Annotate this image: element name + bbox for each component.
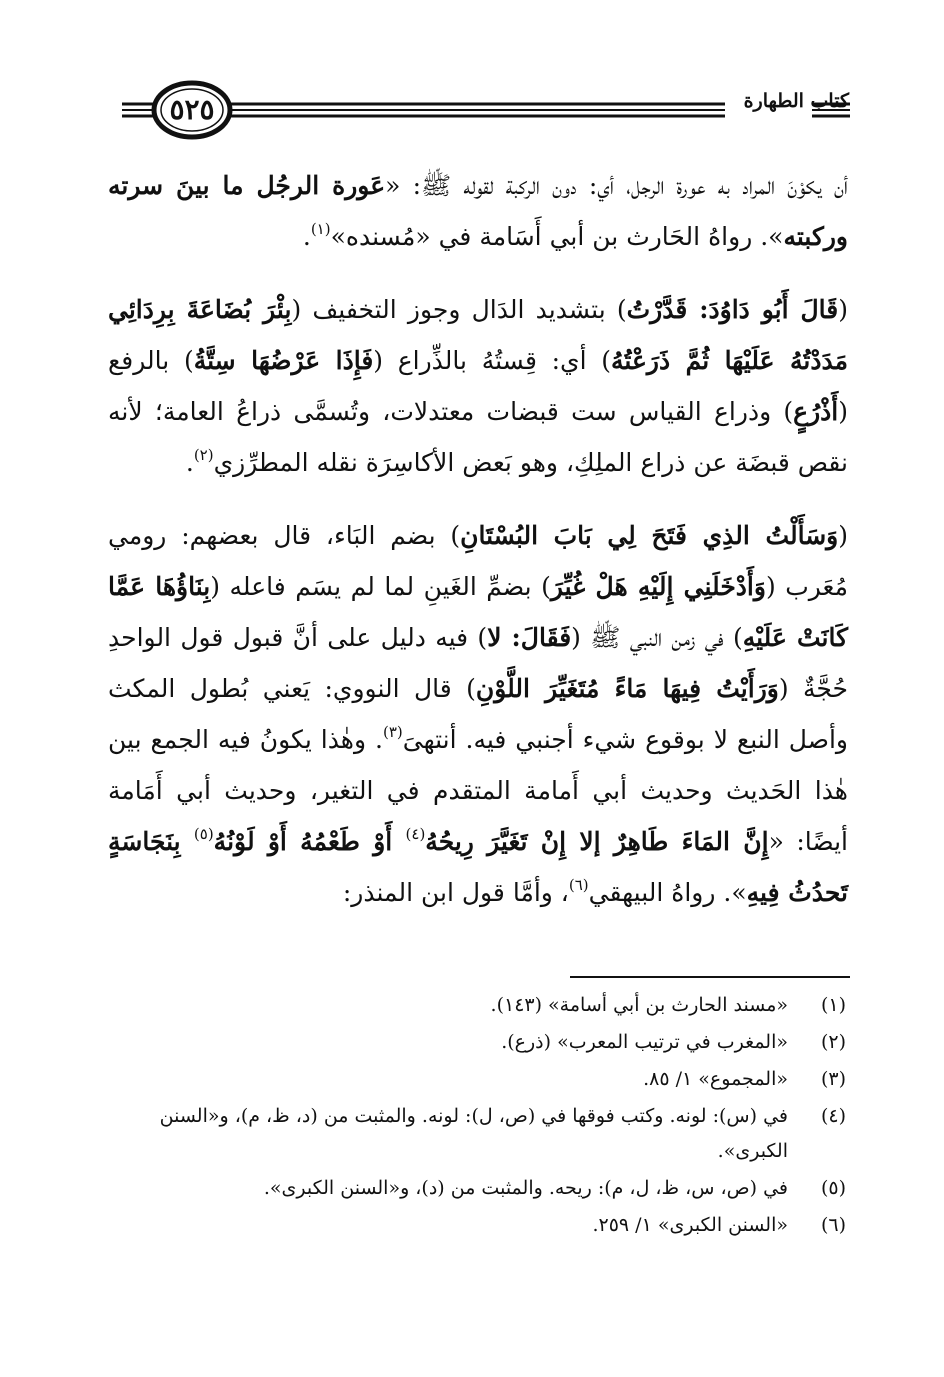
text-span: ) بضم البَاء، قال بعضهم: رومي مُعَرب ( [108,521,848,601]
footnote-ref: (٤) [405,824,426,843]
footnote-ref: (١) [310,219,331,238]
paragraph-2 [108,284,848,488]
text-span: ( [838,295,849,324]
paragraph-1 [108,160,848,262]
page-number: ٥٢٥ [169,93,215,126]
footnote-ref: (٢) [193,445,214,464]
matn-quote: وَرَأَيْتُ فِيهَا مَاءً مُتَغَيِّرَ اللَّوْنِ [475,674,779,703]
footnote-item [110,1099,850,1169]
text-span: ) بالرفع ( [108,346,848,426]
footnote-item [110,1062,850,1097]
matn-quote: وَسَأَلْتُ الذِي فَتَحَ لِي بَابَ البُسْتَانِ [460,521,839,550]
footnote-text: «المجموع» ١/ ٨٥. [643,1068,788,1090]
footnote-text: «السنن الكبرى» ١/ ٢٥٩. [592,1214,788,1236]
text-span: ) بضمِّ الغَينِ لما لم يسَم فاعله ( [210,572,551,601]
footnote-number: (٣) [820,1068,846,1090]
footnote-item [110,1171,850,1206]
paragraph-3 [108,510,848,918]
hadith-quote: إِنَّ المَاءَ طَاهِرٌ إلا إِنْ تَغَيَّرَ رِيحُهُ [425,827,769,856]
footnote-item [110,1025,850,1060]
footnote-number: (٥) [820,1177,846,1199]
matn-quote: وَأَدْخَلَنِي إِلَيْهِ هَلْ غُيِّرَ [550,572,766,601]
footnotes [110,988,850,1245]
text-span: أن يكوْنَ المراد به عورة الرجل، أي: دون الركبة لقوله ﷺ: « [385,171,848,200]
footnote-ref: (٣) [382,722,403,741]
text-span: ». رواهُ الحَارث بن أبي أَسَامة في «مُسنده» [330,222,784,251]
text-span: ». رواهُ البيهقي [588,878,747,907]
text-span: ) بتشديد الدَال وجوز التخفيف ( [291,295,627,324]
text-span: . [185,448,194,477]
hadith-quote: أَوْ طَعْمُهُ أَوْ لَوْنُهُ [213,827,406,856]
text-span: ) وذراع القياس ست قبضات معتدلات، وتُسمَّى ذراعُ العامة؛ لأنه نقص قبضَة عن ذراع الملِكِ، وهو بَعض الأكاسِرَة نقله المطرِّزي [108,397,848,477]
footnote-number: (٦) [820,1214,846,1236]
text-span: ( [838,521,849,550]
footnote-text: في (س): لونه. وكتب فوقها في (ص، ل): لونه. والمثبت من (د، ظ، م)، و«السنن الكبرى». [159,1105,788,1162]
text-span: . وهٰذا يكونُ فيه الجمع بين هٰذا الحَديث وحديث أبي أَمامة المتقدم في التغير، وحديث أبي أَمَامة أيضًا: « [108,725,848,856]
footnote-ref: (٥) [193,824,214,843]
footnote-ref: (٦) [568,875,589,894]
matn-quote: بِئْرَ بُضَاعَةَ بِرِدَائِي مَدَدْتُهُ عَلَيْهَا ثُمَّ ذَرَعْتُهُ [108,295,848,375]
page-header [0,78,944,158]
footnote-divider [570,976,850,978]
text-span: ) فيه دليل على أنَّ قبول قول الواحدِ حُجَّةٌ ( [108,623,848,703]
footnote-text: «المغرب في ترتيب المعرب» (ذرع). [501,1031,788,1053]
hadith-quote: بِنَجَاسَةٍ تَحدُثُ فِيهِ [108,827,848,907]
matn-quote: بِنَاؤُهَا عَمَّا كَانَتْ عَلَيْهِ [108,572,848,652]
footnote-number: (٤) [820,1105,846,1127]
matn-quote: فَقَالَ: لا [487,623,572,652]
matn-quote: قَالَ أَبُو دَاوُدَ: قَدَّرْتُ [626,295,839,324]
hadith-quote: عَورة الرجُل ما بينَ سرته وركبته [108,171,848,251]
matn-quote: أَذْرُعٍ [793,397,839,426]
footnote-item [110,1208,850,1243]
footnote-item [110,988,850,1023]
text-span: ) في زمن النبي ﷺ ( [571,623,743,652]
text-span: ) أي: قِستُهُ بالذِّراع ( [373,346,612,375]
text-span: . [302,222,311,251]
footnote-text: «مسند الحارث بن أبي أسامة» (١٤٣). [490,994,788,1016]
running-header-title: كتاب الطهارة [743,90,849,112]
footnote-number: (٢) [820,1031,846,1053]
main-text [108,160,848,940]
matn-quote: فَإِذَا عَرْضُهَا سِتَّةُ [193,346,374,375]
text-span: ) قال النووي: يَعني بُطول المكث وأصل النبع لا بوقوع شيء أجنبي فيه. أنتهىَ [108,674,848,754]
footnote-text: في (ص، س، ظ، ل، م): ريحه. والمثبت من (د)، و«السنن الكبرى». [263,1177,788,1199]
footnote-number: (١) [820,994,846,1016]
text-span: ، وأمَّا قول ابن المنذر: [342,878,569,907]
